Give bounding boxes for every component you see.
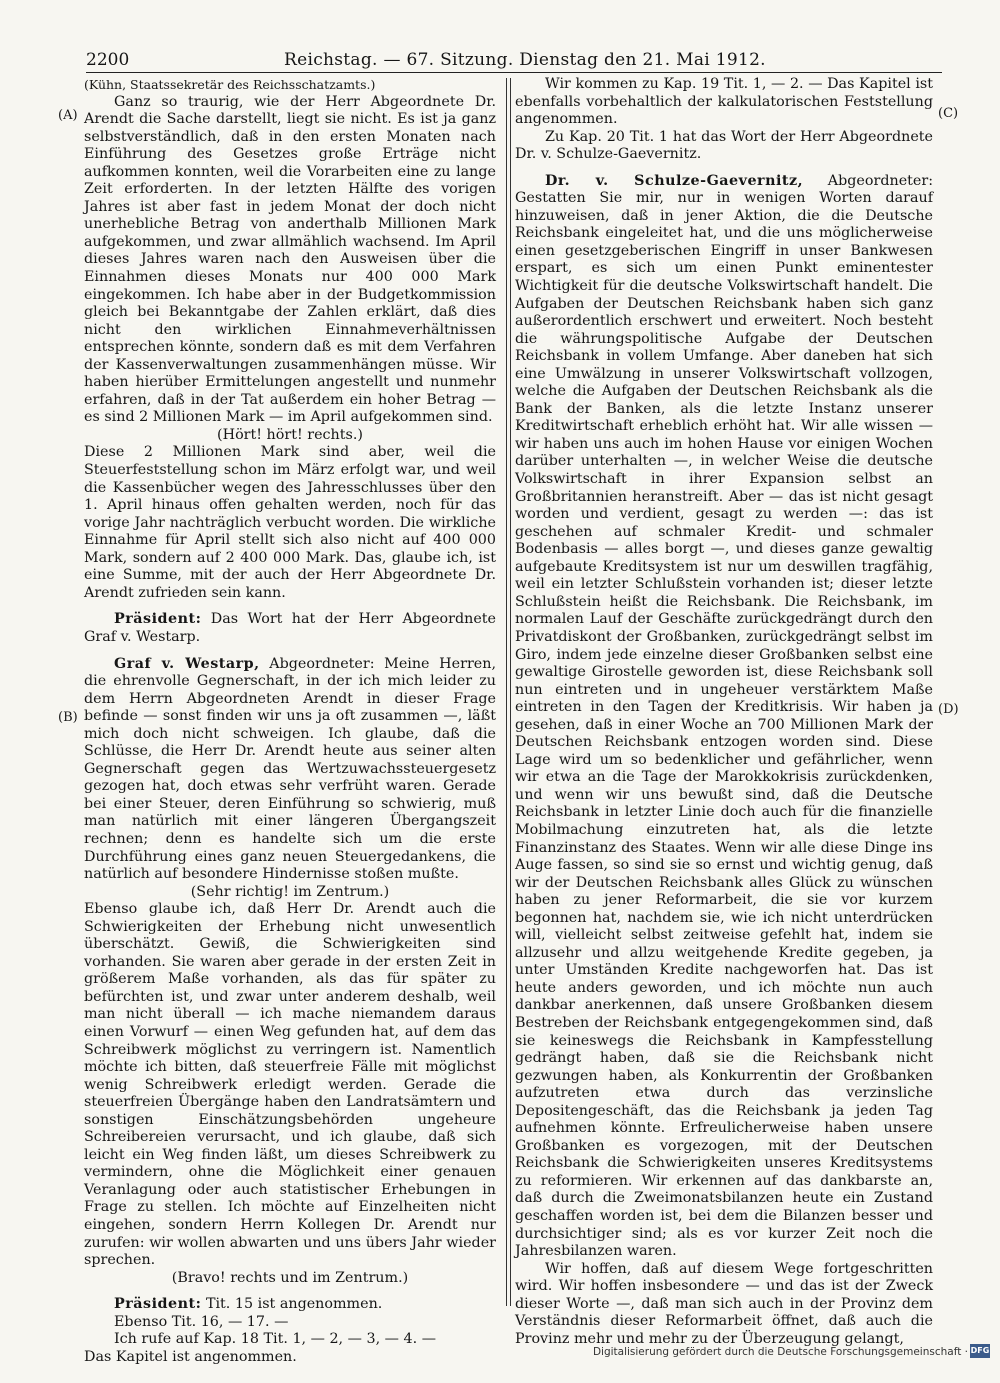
paragraph-text: Ich rufe auf Kap. 18 Tit. 1, — 2, — 3, — 4. —: [114, 1331, 437, 1348]
right-text-column: [515, 76, 934, 1347]
left-text-column: [84, 76, 497, 1365]
page-number: 2200: [86, 50, 130, 70]
paragraph: [84, 1349, 496, 1367]
paragraph: [84, 1296, 496, 1314]
paragraph-text: Diese 2 Millionen Mark sind aber, weil die Steuerfeststellung schon im März erfolgt war, und weil die Kassenbücher wegen des Jahresschlusses über den 1. April hinaus offen gehalten werden, noch für das vorige Jahr nachträglich verbucht worden. Die wirkliche Einnahme für April stellt sich also nicht auf 400 000 Mark, sondern auf 2 400 000 Mark. Das, glaube ich, ist eine Summe, mit der auch der Herr Abgeordnete Dr. Arendt zufrieden sein kann.: [84, 444, 496, 601]
paragraph: [84, 1331, 496, 1349]
paragraph-text: Ebenso Tit. 16, — 17. —: [114, 1313, 289, 1330]
paragraph: [84, 427, 496, 445]
paragraph-text: Abgeordneter: Gestatten Sie mir, nur in wenigen Worten darauf hinzuweisen, daß in jener Aktion, die die Deutsche Reichsbank eingeleitet hat, und die uns möglicherweise einen gesetzgeberischen Eingriff in unser Bankwesen erspart, es sich um einen Punkt eminentester Wichtigkeit für die deutsche Volkswirtschaft handelt. Die Aufgaben der Deutschen Reichsbank haben sich ganz außerordentlich erschwert und erweitert. Noch besteht die währungspolitische Aufgabe der Deutschen Reichsbank in vollem Umfange. Aber daneben hat sich eine Umwälzung in unserer Volkswirtschaft vollzogen, welche die Aufgaben der Deutschen Reichsbank als die Bank der Banken, als die letzte Instanz unserer Kreditwirtschaft erheblich erhöht hat. Wir alle wissen — wir haben uns auch im hohen Hause vor einigen Wochen darüber unterhalten —, in welcher Weise die deutsche Volkswirtschaft in ihrer Expansion selbst an Großbritannien heranstreift. Aber — das ist nicht gesagt worden und verdient, gesagt zu werden —: das ist geschehen auf schmaler Kredit- und schmaler Bodenbasis — alles borgt —, und dieses ganze gewaltig aufgebaute Kreditsystem ist nur um deswillen tragfähig, weil ein letzter Schlußstein vorhanden ist; dieser letzte Schlußstein heißt die Reichsbank. Die Reichsbank, im normalen Lauf der Geschäfte zurückgedrängt durch den Privatdiskont der Großbanken, zurückgedrängt selbst im Giro, indem jede einzelne dieser Großbanken selbst eine gewaltige Girostelle geworden ist, diese Reichsbank soll nun eintreten und in ungeheuer verstärktem Maße eintreten in den Tagen der Kreditkrisis. Wir haben ja gesehen, daß in einer Woche an 700 Millionen Mark der Deutschen Reichsbank entzogen worden sind. Diese Lage wird um so bedenklicher und gefährlicher, wenn wir etwa an die Tage der Marokkokrisis zurückdenken, und wenn wir uns bewußt sind, daß die Deutsche Reichsbank in letzter Linie doch auch für die finanzielle Mobilmachung einzutreten hat, als die letzte Finanzinstanz des Staates. Wenn wir alle diese Dinge ins Auge fassen, so sind sie so ernst und wichtig genug, daß wir der Deutschen Reichsbank alles Glück zu wünschen haben zu jener Reformarbeit, die sie vor kurzem begonnen hat, nachdem sie, wie ich nicht unterdrücken will, vielleicht selbst zeitweise gefehlt hat, indem sie allzusehr und allzu weitgehende Kredite gegeben, ja unter Umständen Kredite nachgeworfen hat. Das ist heute anders geworden, und ich möchte nun auch dankbar anerkennen, daß unsere Großbanken diesem Bestreben der Reichsbank entgegengekommen sind, daß sie keineswegs die Reichsbank in Kampfesstellung gedrängt haben, daß sie die Reichsbank nicht gezwungen haben, als Konkurrentin der Großbanken aufzutreten etwa durch das verzinsliche Depositengeschäft, das die Reichsbank ja jeden Tag aufnehmen könnte. Erfreulicherweise haben unsere Großbanken es vorgezogen, mit der Deutschen Reichsbank die Schwierigkeiten unseres Kreditsystems zu reformieren. Wir erkennen auf das dankbarste an, daß durch die Zweimonatsbilanzen heute ein Zustand geschaffen worden ist, bei dem die Bilanzen besser und durchsichtiger sind; als es vor kurzer Zeit noch die Jahresbilanzen waren.: [515, 172, 934, 1260]
paragraph: [84, 1314, 496, 1332]
paragraph-text: (Kühn, Staatssekretär des Reichsschatzamts.): [84, 77, 376, 92]
running-header: [86, 50, 766, 72]
paragraph: [84, 1270, 496, 1288]
paragraph-text: (Bravo! rechts und im Zentrum.): [171, 1269, 409, 1286]
running-title: Reichstag. — 67. Sitzung. Dienstag den 21. Mai 1912.: [284, 50, 766, 70]
paragraph: [84, 901, 496, 1269]
paragraph: [84, 611, 496, 646]
margin-marker-a: (A): [58, 108, 78, 123]
margin-marker-b: (B): [58, 710, 78, 725]
paragraph-text: Wir kommen zu Kap. 19 Tit. 1, — 2. — Das Kapitel ist ebenfalls vorbehaltlich der kalkulatorischen Feststellung angenommen.: [515, 76, 933, 128]
paragraph-text: (Hört! hört! rechts.): [217, 426, 363, 443]
dfg-logo-icon: DFG: [970, 1344, 990, 1358]
speaker-name: Graf v. Westarp,: [114, 655, 260, 672]
paragraph-text: Wir hoffen, daß auf diesem Wege fortgeschritten wird. Wir hoffen insbesondere — und das ist der Zweck dieser Worte —, daß man sich auch in der Provinz dem Verständnis dieser Reformarbeit öffnet, daß auch die Provinz mehr und mehr zu der Überzeugung gelangt,: [515, 1260, 933, 1347]
paragraph: [515, 1261, 933, 1349]
paragraph-text: Ganz so traurig, wie der Herr Abgeordnete Dr. Arendt die Sache darstellt, liegt sie nicht. Es ist ja ganz selbstverständlich, daß in den ersten Monaten nach Einführung des Gesetzes große Erträge nicht aufkommen konnten, weil die Vorarbeiten eine zu lange Zeit erforderten. In der letzten Hälfte des vorigen Jahres ist aber fast in jedem Monat der doch nicht unerhebliche Betrag von anderthalb Millionen Mark aufgekommen, und zwar allmählich wachsend. Im April dieses Jahres waren nach den Ausweisen über die Einnahmen dieses Monats nur 400 000 Mark eingekommen. Ich habe aber in der Budgetkommission gleich bei Bekanntgabe der Zahlen erklärt, daß dies nicht den wirklichen Einnahmeverhältnissen entsprechen könnte, sondern daß es mit dem Verfahren der Kassenverwaltungen zusammenhängen müsse. Wir haben hierüber Ermittelungen angestellt und nunmehr erfahren, daß in der Tat außerdem ein hoher Betrag — es sind 2 Millionen Mark — im April aufgekommen sind.: [84, 93, 496, 426]
paragraph-text: (Sehr richtig! im Zentrum.): [190, 883, 390, 900]
paragraph-text: Ebenso glaube ich, daß Herr Dr. Arendt auch die Schwierigkeiten der Erhebung nicht unwesentlich überschätzt. Gewiß, die Schwierigkeiten sind vorhanden. Sie waren aber gerade in der ersten Zeit in größerem Maße vorhanden, als das für später zu befürchten ist, und zwar unter anderem deshalb, weil man nicht überall — ich mache niemandem daraus einen Vorwurf — einen Weg gefunden hat, auf dem das Schreibwerk möglichst zu verringern ist. Namentlich möchte ich bitten, daß steuerfreie Fälle mit möglichst wenig Schreibwerk erledigt werden. Gerade die steuerfreien Übergänge haben den Landratsämtern und sonstigen Einschätzungsbehörden ungeheure Schreibereien verursacht, und ich glaube, daß sich leicht ein Weg finden läßt, um dieses Schreibwerk zu vermindern, ohne die Möglichkeit einer genauen Veranlagung oder auch statistischer Erhebungen in Frage zu stellen. Ich möchte auf Einzelheiten nicht eingehen, sondern Herrn Kollegen Dr. Arendt nur zurufen: wir wollen abwarten und uns übers Jahr wieder sprechen.: [84, 901, 496, 1269]
paragraph: [84, 444, 496, 602]
column-divider: [506, 78, 507, 1306]
margin-marker-c: (C): [938, 106, 959, 121]
paragraph: [515, 76, 933, 129]
paragraph-text: Das Wort hat der Herr Abgeordnete Graf v. Westarp.: [84, 611, 497, 645]
margin-marker-d: (D): [938, 702, 959, 717]
header-rule: [86, 72, 942, 73]
paragraph: [515, 173, 933, 1261]
paragraph-text: Zu Kap. 20 Tit. 1 hat das Wort der Herr Abgeordnete Dr. v. Schulze-Gaevernitz.: [515, 128, 933, 163]
paragraph-text: Das Kapitel ist angenommen.: [84, 1348, 297, 1365]
paragraph: [515, 129, 933, 164]
column-divider-inner: [510, 78, 511, 1306]
speaker-name: Präsident:: [114, 1296, 202, 1313]
speaker-name: Dr. v. Schulze-Gaevernitz,: [545, 172, 804, 189]
paragraph: [84, 884, 496, 902]
paragraph: [84, 656, 496, 884]
digitization-credit: Digitalisierung gefördert durch die Deutsche Forschungsgemeinschaft ·: [592, 1346, 968, 1358]
paragraph: [84, 76, 496, 94]
paragraph: [84, 94, 496, 427]
paragraph-text: Tit. 15 ist angenommen.: [205, 1296, 383, 1313]
paragraph-text: Abgeordneter: Meine Herren, die ehrenvolle Gegnerschaft, in der ich mich leider zu dem Herrn Abgeordneten Arendt in dieser Frage befinde — sonst finden wir uns ja oft zusammen —, läßt mich doch nicht schweigen. Ich glaube, daß die Schlüsse, die Herr Dr. Arendt heute aus seiner alten Gegnerschaft gegen das Wertzuwachssteuergesetz gezogen hat, doch etwas sehr verfrüht waren. Gerade bei einer Steuer, deren Einführung so schwierig, muß man natürlich mit einer längeren Übergangszeit rechnen; denn es handelte sich um die erste Durchführung eines ganz neuen Steuergedankens, die natürlich auf besondere Hindernisse stoßen mußte.: [84, 655, 496, 883]
speaker-name: Präsident:: [114, 611, 202, 628]
